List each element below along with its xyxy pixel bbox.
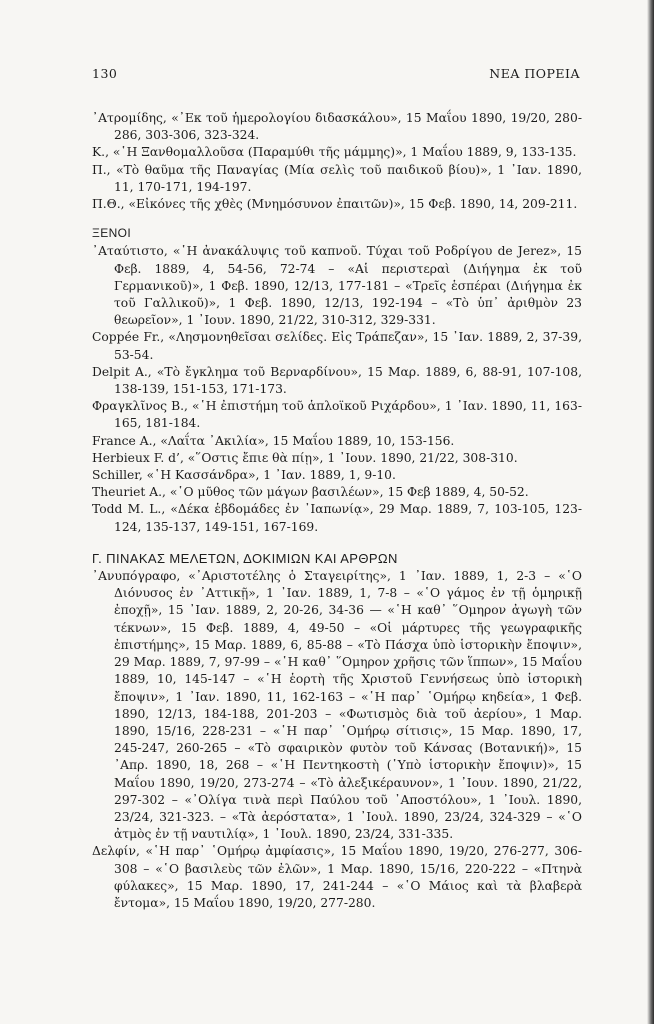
bibliography-entry: ᾿Αταύτιστο, «῾Η ἀνακάλυψις τοῦ καπνοῦ. Τύχαι τοῦ Ροδρίγου de Jerez», 15 Φεβ. 1889, 4, 54-56, 72-74 – «Αἱ περιστεραὶ (Διήγημα ἐκ τοῦ Γερμανικοῦ)», 1 Φεβ. 1890, 12/13, 177-181 – «Τρεῖς ἑσπέραι (Διήγημα ἐκ τοῦ Γαλλικοῦ)», 1 Φεβ. 1890, 12/13, 192-194 – «Τὸ ὑπ᾿ ἀριθμὸν 23 θεωρεῖον», 1 ᾿Ιουν. 1890, 21/22, 310-312, 329-331. [92,244,582,328]
bibliography-entry: Todd M. L., «Δέκα ἑβδομάδες ἐν ᾿Ιαπωνίᾳ», 29 Μαρ. 1889, 7, 103-105, 123-124, 135-137, 149-151, 167-169. [92,502,582,534]
bibliography-entry: ᾿Ανυπόγραφο, «᾿Αριστοτέλης ὁ Σταγειρίτης», 1 ᾿Ιαν. 1889, 1, 2-3 – «῾Ο Διόνυσος ἐν ᾿Αττικῇ», 1 ᾿Ιαν. 1889, 1, 7-8 – «῾Ο γάμος ἐν τῇ ὁμηρικῇ ἐποχῇ», 15 ᾿Ιαν. 1889, 2, 20-26, 34-36 — «῾Η καθ᾿ ῞Ομηρον ἀγωγὴ τῶν τέκνων», 15 Φεβ. 1889, 4, 49-50 – «Οἱ μάρτυρες τῆς γεωγραφικῆς ἐπιστήμης», 15 Μαρ. 1889, 6, 85-88 – «Τὸ Πάσχα ὑπὸ ἱστορικὴν ἔποψιν», 29 Μαρ. 1889, 7, 97-99 – «῾Η καθ᾿ ῞Ομηρον χρῆσις τῶν ἵππων», 15 Μαΐου 1889, 10, 145-147 – «῾Η ἑορτὴ τῆς Χριστοῦ Γεννήσεως ὑπὸ ἱστορικὴ ἔποψιν», 1 ᾿Ιαν. 1890, 11, 162-163 – «῾Η παρ᾿ ῾Ομήρῳ κηδεία», 1 Φεβ. 1890, 12/13, 184-188, 201-203 – «Φωτισμὸς διὰ τοῦ ἀερίου», 1 Μαρ. 1890, 15/16, 228-231 – «῾Η παρ᾿ ῾Ομήρῳ σίτισις», 15 Μαρ. 1890, 17, 245-247, 260-265 – «Τὸ σφαιρικὸν φυτὸν τοῦ Κάνσας (Βοτανική)», 15 ᾿Απρ. 1890, 18, 268 – «῾Η Πεντηκοστὴ (῾Υπὸ ἱστορικὴν ἔποψιν)», 15 Μαΐου 1890, 19/20, 273-274 – «Τὸ ἀλεξικέραυνον», 1 ᾿Ιουν. 1890, 21/22, 297-302 – «᾿Ολίγα τινὰ περὶ Παύλου τοῦ ᾿Αποστόλου», 1 ᾿Ιουλ. 1890, 23/24, 321-323. – «Τὰ ἀερόστατα», 1 ᾿Ιουλ. 1890, 23/24, 324-329 – «῾Ο ἀτμὸς ἐν τῇ ναυτιλίᾳ», 1 ᾿Ιουλ. 1890, 23/24, 331-335. [92,569,582,842]
running-title: ΝΕΑ ΠΟΡΕΙΑ [489,66,580,81]
bibliography-entry: Delpit A., «Τὸ ἔγκλημα τοῦ Βερναρδίνου», 15 Μαρ. 1889, 6, 88-91, 107-108, 138-139, 151-153, 171-173. [92,364,582,397]
bibliography-entry: Δελφίν, «῾Η παρ᾿ ῾Ομήρῳ ἀμφίασις», 15 Μαΐου 1890, 19/20, 276-277, 306-308 – «῾Ο βασιλεὺς τῶν ἐλῶν», 1 Μαρ. 1890, 15/16, 220-222 – «Πτηνὰ φύλακες», 15 Μαρ. 1890, 17, 241-244 – «῾Ο Μάιος καὶ τὰ βλαβερὰ ἔντομα», 15 Μαΐου 1890, 19/20, 277-280. [92,844,582,910]
bibliography-entry: Coppée Fr., «Λησμονηθεῖσαι σελίδες. Εἰς Τράπεζαν», 15 ᾿Ιαν. 1889, 2, 37-39, 53-54. [92,330,582,362]
page-header [92,66,580,81]
page-content [92,110,582,912]
bibliography-entry: Theuriet A., «῾Ο μῦθος τῶν μάγων βασιλέων», 15 Φεβ 1889, 4, 50-52. [92,485,529,500]
bibliography-entry: Κ., «῾Η Ξανθομαλλοῦσα (Παραμύθι τῆς μάμμης)», 1 Μαΐου 1889, 9, 133-135. [92,145,577,160]
bibliography-entry: Π.Θ., «Εἰκόνες τῆς χθὲς (Μνημόσυνον ἐπαιτῶν)», 15 Φεβ. 1890, 14, 209-211. [92,197,578,212]
bibliography-entry: Φραγκλῖνος Β., «῾Η ἐπιστήμη τοῦ ἁπλοϊκοῦ Ριχάρδου», 1 ᾿Ιαν. 1890, 11, 163-165, 181-184. [92,399,582,431]
bibliography-entry: ᾿Ατρομίδης, «᾿Εκ τοῦ ἡμερολογίου διδασκάλου», 15 Μαΐου 1890, 19/20, 280-286, 303-306, 323-324. [92,111,582,143]
bibliography-entry: Schiller, «῾Η Κασσάνδρα», 1 ᾿Ιαν. 1889, 1, 9-10. [92,468,396,483]
page-number: 130 [92,66,118,81]
bibliography-entry: Π., «Τὸ θαῦμα τῆς Παναγίας (Μία σελὶς τοῦ παιδικοῦ βίου)», 1 ᾿Ιαν. 1890, 11, 170-171, 194-197. [92,162,582,194]
section-heading-xenoi: ΞΕΝΟΙ [92,226,132,241]
bibliography-entry: Herbieux F. d’, «῞Οστις ἔπιε θὰ πίῃ», 1 ᾿Ιουν. 1890, 21/22, 308-310. [92,450,518,465]
bibliography-entry: France A., «Λαΐτα ᾿Ακιλία», 15 Μαΐου 1889, 10, 153-156. [92,433,455,448]
page-edge-shadow [647,0,654,1024]
section-heading-pinakas: Γ. ΠΙΝΑΚΑΣ ΜΕΛΕΤΩΝ, ΔΟΚΙΜΙΩΝ ΚΑΙ ΑΡΘΡΩΝ [92,550,398,566]
